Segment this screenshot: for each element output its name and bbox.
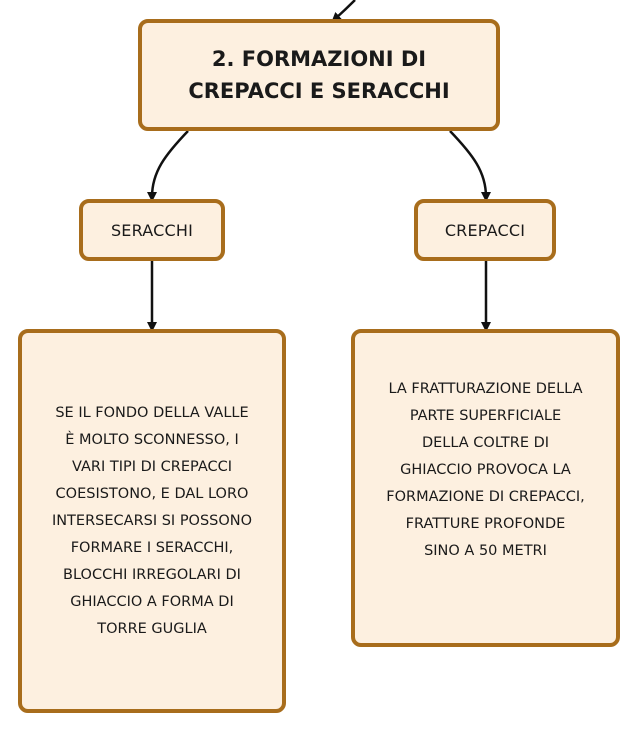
crepacci-description-node	[351, 329, 620, 647]
crepacci-description-text: LA FRATTURAZIONE DELLA PARTE SUPERFICIALE DELLA COLTRE DI GHIACCIO PROVOCA LA FORMAZIONE DI CREPACCI, FRATTURE PROFONDE SINO A 50 METRI	[386, 380, 585, 559]
seracchi-description-node	[18, 329, 286, 713]
main-title-text: 2. FORMAZIONI DI CREPACCI E SERACCHI	[188, 47, 450, 103]
connector-title-to-crepacci	[450, 131, 486, 197]
crepacci-label: CREPACCI	[444, 220, 526, 240]
crepacci-node	[414, 199, 556, 261]
connector-title-to-seracchi	[152, 131, 188, 197]
incoming-connector	[335, 0, 355, 19]
seracchi-label: SERACCHI	[110, 220, 194, 240]
main-title-node	[138, 19, 500, 131]
seracchi-description-text: SE IL FONDO DELLA VALLE È MOLTO SCONNESSO, I VARI TIPI DI CREPACCI COESISTONO, E DAL LORO INTERSECARSI SI POSSONO FORMARE I SERACCHI, BLOCCHI IRREGOLARI DI GHIACCIO A FORMA DI TORRE GUGLIA	[51, 404, 253, 637]
seracchi-node	[79, 199, 225, 261]
